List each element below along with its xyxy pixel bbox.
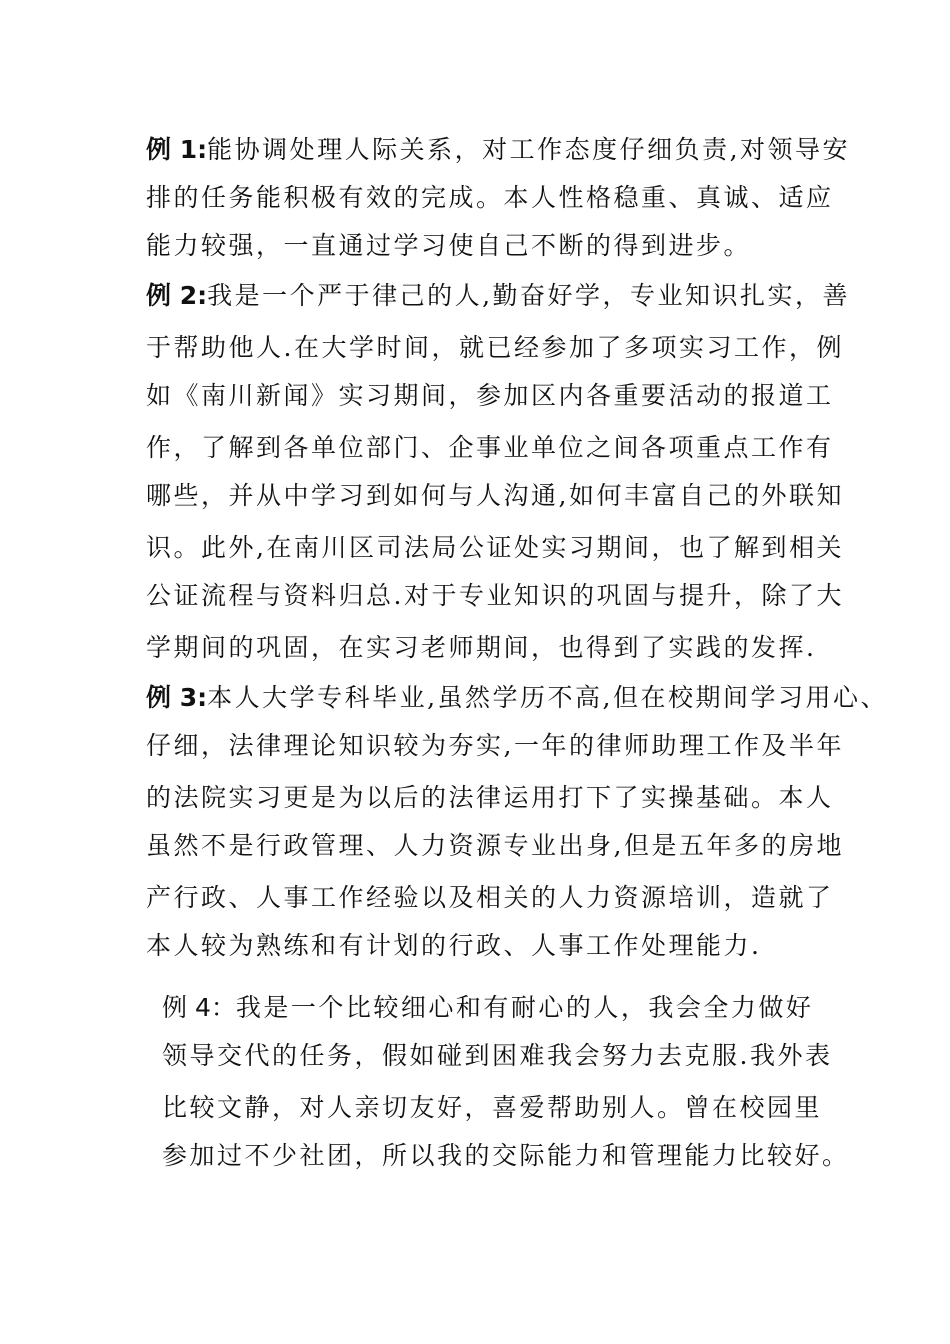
example-1-text-3: 能力较强，一直通过学习使自己不断的得到进步。 <box>146 231 752 260</box>
example-1-text-1: 能协调处理人际关系，对工作态度仔细负责,对领导安 <box>207 135 851 164</box>
example-4-line-3 <box>162 1093 822 1123</box>
example-2-line-7 <box>146 581 844 611</box>
example-2-text-8: 学期间的巩固，在实习老师期间，也得到了实践的发挥. <box>146 633 817 662</box>
example-2-text-6: 识。此外,在南川区司法局公证处实习期间，也了解到相关 <box>146 533 844 562</box>
example-3-text-2: 仔细，法律理论知识较为夯实,一年的律师助理工作及半年 <box>146 731 844 760</box>
example-2-line-3 <box>146 381 834 411</box>
example-3-line-2 <box>146 731 844 761</box>
example-2-text-4: 作，了解到各单位部门、企事业单位之间各项重点工作有 <box>146 433 834 462</box>
example-2-text-2: 于帮助他人.在大学时间，就已经参加了多项实习工作，例 <box>146 333 844 362</box>
example-2-line-2 <box>146 333 844 363</box>
example-4-line-4 <box>162 1141 850 1171</box>
example-1-label: 例 1: <box>146 135 208 164</box>
example-3-text-1: 本人大学专科毕业,虽然学历不高,但在校期间学习用心、 <box>207 683 889 712</box>
example-1-line-3 <box>146 231 751 261</box>
example-3-line-5 <box>146 883 834 913</box>
example-1-line-1 <box>146 135 850 165</box>
example-2-line-6 <box>146 533 844 563</box>
example-2-text-3: 如《南川新闻》实习期间，参加区内各重要活动的报道工 <box>146 381 834 410</box>
example-1-text-2: 排的任务能积极有效的完成。本人性格稳重、真诚、适应 <box>146 183 834 212</box>
example-3-line-3 <box>146 783 834 813</box>
example-3-text-6: 本人较为熟练和有计划的行政、人事工作处理能力. <box>146 931 762 960</box>
example-4-line-1 <box>162 993 813 1023</box>
example-1-line-2 <box>146 183 834 213</box>
example-3-text-3: 的法院实习更是为以后的法律运用打下了实操基础。本人 <box>146 783 834 812</box>
example-4-text-3: 比较文静，对人亲切友好，喜爱帮助别人。曾在校园里 <box>162 1093 823 1122</box>
example-3-line-1 <box>146 683 888 713</box>
example-4-text-2: 领导交代的任务，假如碰到困难我会努力去克服.我外表 <box>162 1041 833 1070</box>
example-3-line-4 <box>146 831 844 861</box>
example-2-line-8 <box>146 633 816 663</box>
example-2-label: 例 2: <box>146 281 208 310</box>
example-3-line-6 <box>146 931 761 961</box>
example-4-line-2 <box>162 1041 832 1071</box>
example-2-line-5 <box>146 481 844 511</box>
example-2-text-5: 哪些，并从中学习到如何与人沟通,如何丰富自己的外联知 <box>146 481 844 510</box>
example-2-line-1 <box>146 281 850 311</box>
example-2-text-7: 公证流程与资料归总.对于专业知识的巩固与提升，除了大 <box>146 581 844 610</box>
example-2-line-4 <box>146 433 834 463</box>
example-2-text-1: 我是一个严于律己的人,勤奋好学，专业知识扎实，善 <box>207 281 851 310</box>
example-3-label: 例 3: <box>146 683 208 712</box>
example-3-text-5: 产行政、人事工作经验以及相关的人力资源培训，造就了 <box>146 883 834 912</box>
example-4-text-1: 我是一个比较细心和有耐心的人，我会全力做好 <box>235 993 814 1022</box>
example-3-text-4: 虽然不是行政管理、人力资源专业出身,但是五年多的房地 <box>146 831 844 860</box>
example-4-label: 例 4： <box>162 993 236 1022</box>
example-4-text-4: 参加过不少社团，所以我的交际能力和管理能力比较好。 <box>162 1141 850 1170</box>
